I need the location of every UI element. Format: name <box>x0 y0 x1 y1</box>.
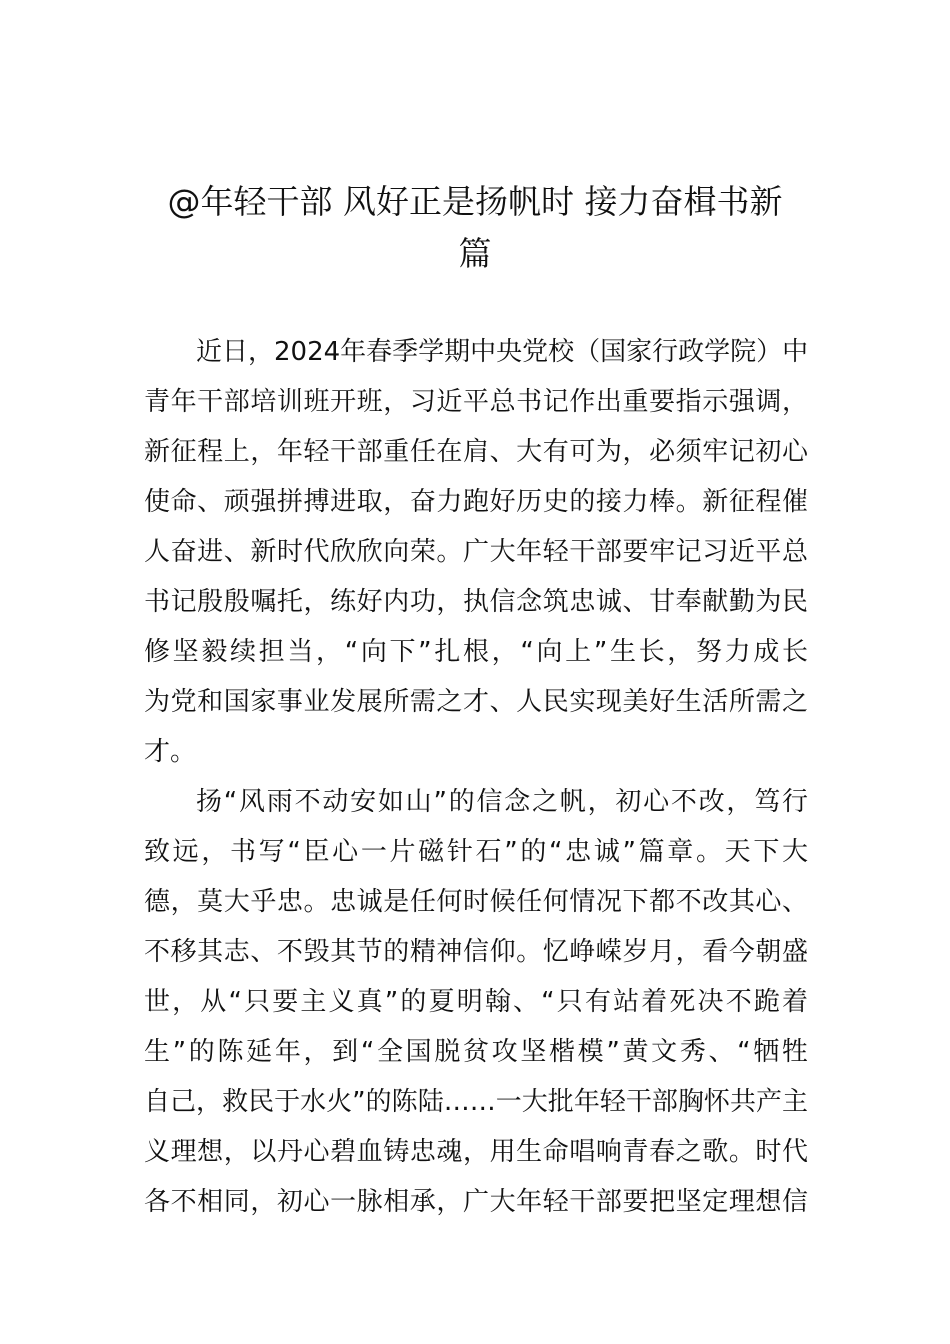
text-line: 不移其志、不毁其节的精神信仰。忆峥嵘岁月，看今朝盛 <box>144 937 808 967</box>
article-body <box>144 327 808 1227</box>
text-line: 为党和国家事业发展所需之才、人民实现美好生活所需之 <box>144 687 808 717</box>
text-line: 扬“风雨不动安如山”的信念之帆，初心不改，笃行 <box>196 787 808 817</box>
text-line: 义理想，以丹心碧血铸忠魂，用生命唱响青春之歌。时代 <box>144 1137 808 1167</box>
text-line: 书记殷殷嘱托，练好内功，执信念筑忠诚、甘奉献勤为民 <box>144 587 808 617</box>
text-line: 新征程上，年轻干部重任在肩、大有可为，必须牢记初心 <box>144 437 808 467</box>
title-line-2: 篇 <box>458 234 492 273</box>
text-line: 才。 <box>144 737 197 767</box>
text-line: 自己，救民于水火”的陈陆……一大批年轻干部胸怀共产主 <box>144 1087 808 1117</box>
text-line: 德，莫大乎忠。忠诚是任何时候任何情况下都不改其心、 <box>144 887 808 917</box>
text-line: 世，从“只要主义真”的夏明翰、“只有站着死决不跪着 <box>144 987 808 1017</box>
text-line: 各不相同，初心一脉相承，广大年轻干部要把坚定理想信 <box>144 1187 808 1217</box>
text-line: 生”的陈延年，到“全国脱贫攻坚楷模”黄文秀、“牺牲 <box>144 1037 808 1067</box>
text-line: 近日，2024年春季学期中央党校（国家行政学院）中 <box>196 337 809 367</box>
text-line: 修坚毅续担当，“向下”扎根，“向上”生长，努力成长 <box>144 637 808 667</box>
page-title <box>140 176 810 280</box>
text-line: 人奋进、新时代欣欣向荣。广大年轻干部要牢记习近平总 <box>144 537 808 567</box>
text-line: 使命、顽强拼搏进取，奋力跑好历史的接力棒。新征程催 <box>144 487 808 517</box>
paragraph-2 <box>144 777 808 1227</box>
text-line: 青年干部培训班开班，习近平总书记作出重要指示强调， <box>144 387 808 417</box>
paragraph-1 <box>144 327 808 777</box>
title-line-1: @年轻干部 风好正是扬帆时 接力奋楫书新 <box>167 182 783 221</box>
text-line: 致远，书写“臣心一片磁针石”的“忠诚”篇章。天下大 <box>144 837 808 867</box>
